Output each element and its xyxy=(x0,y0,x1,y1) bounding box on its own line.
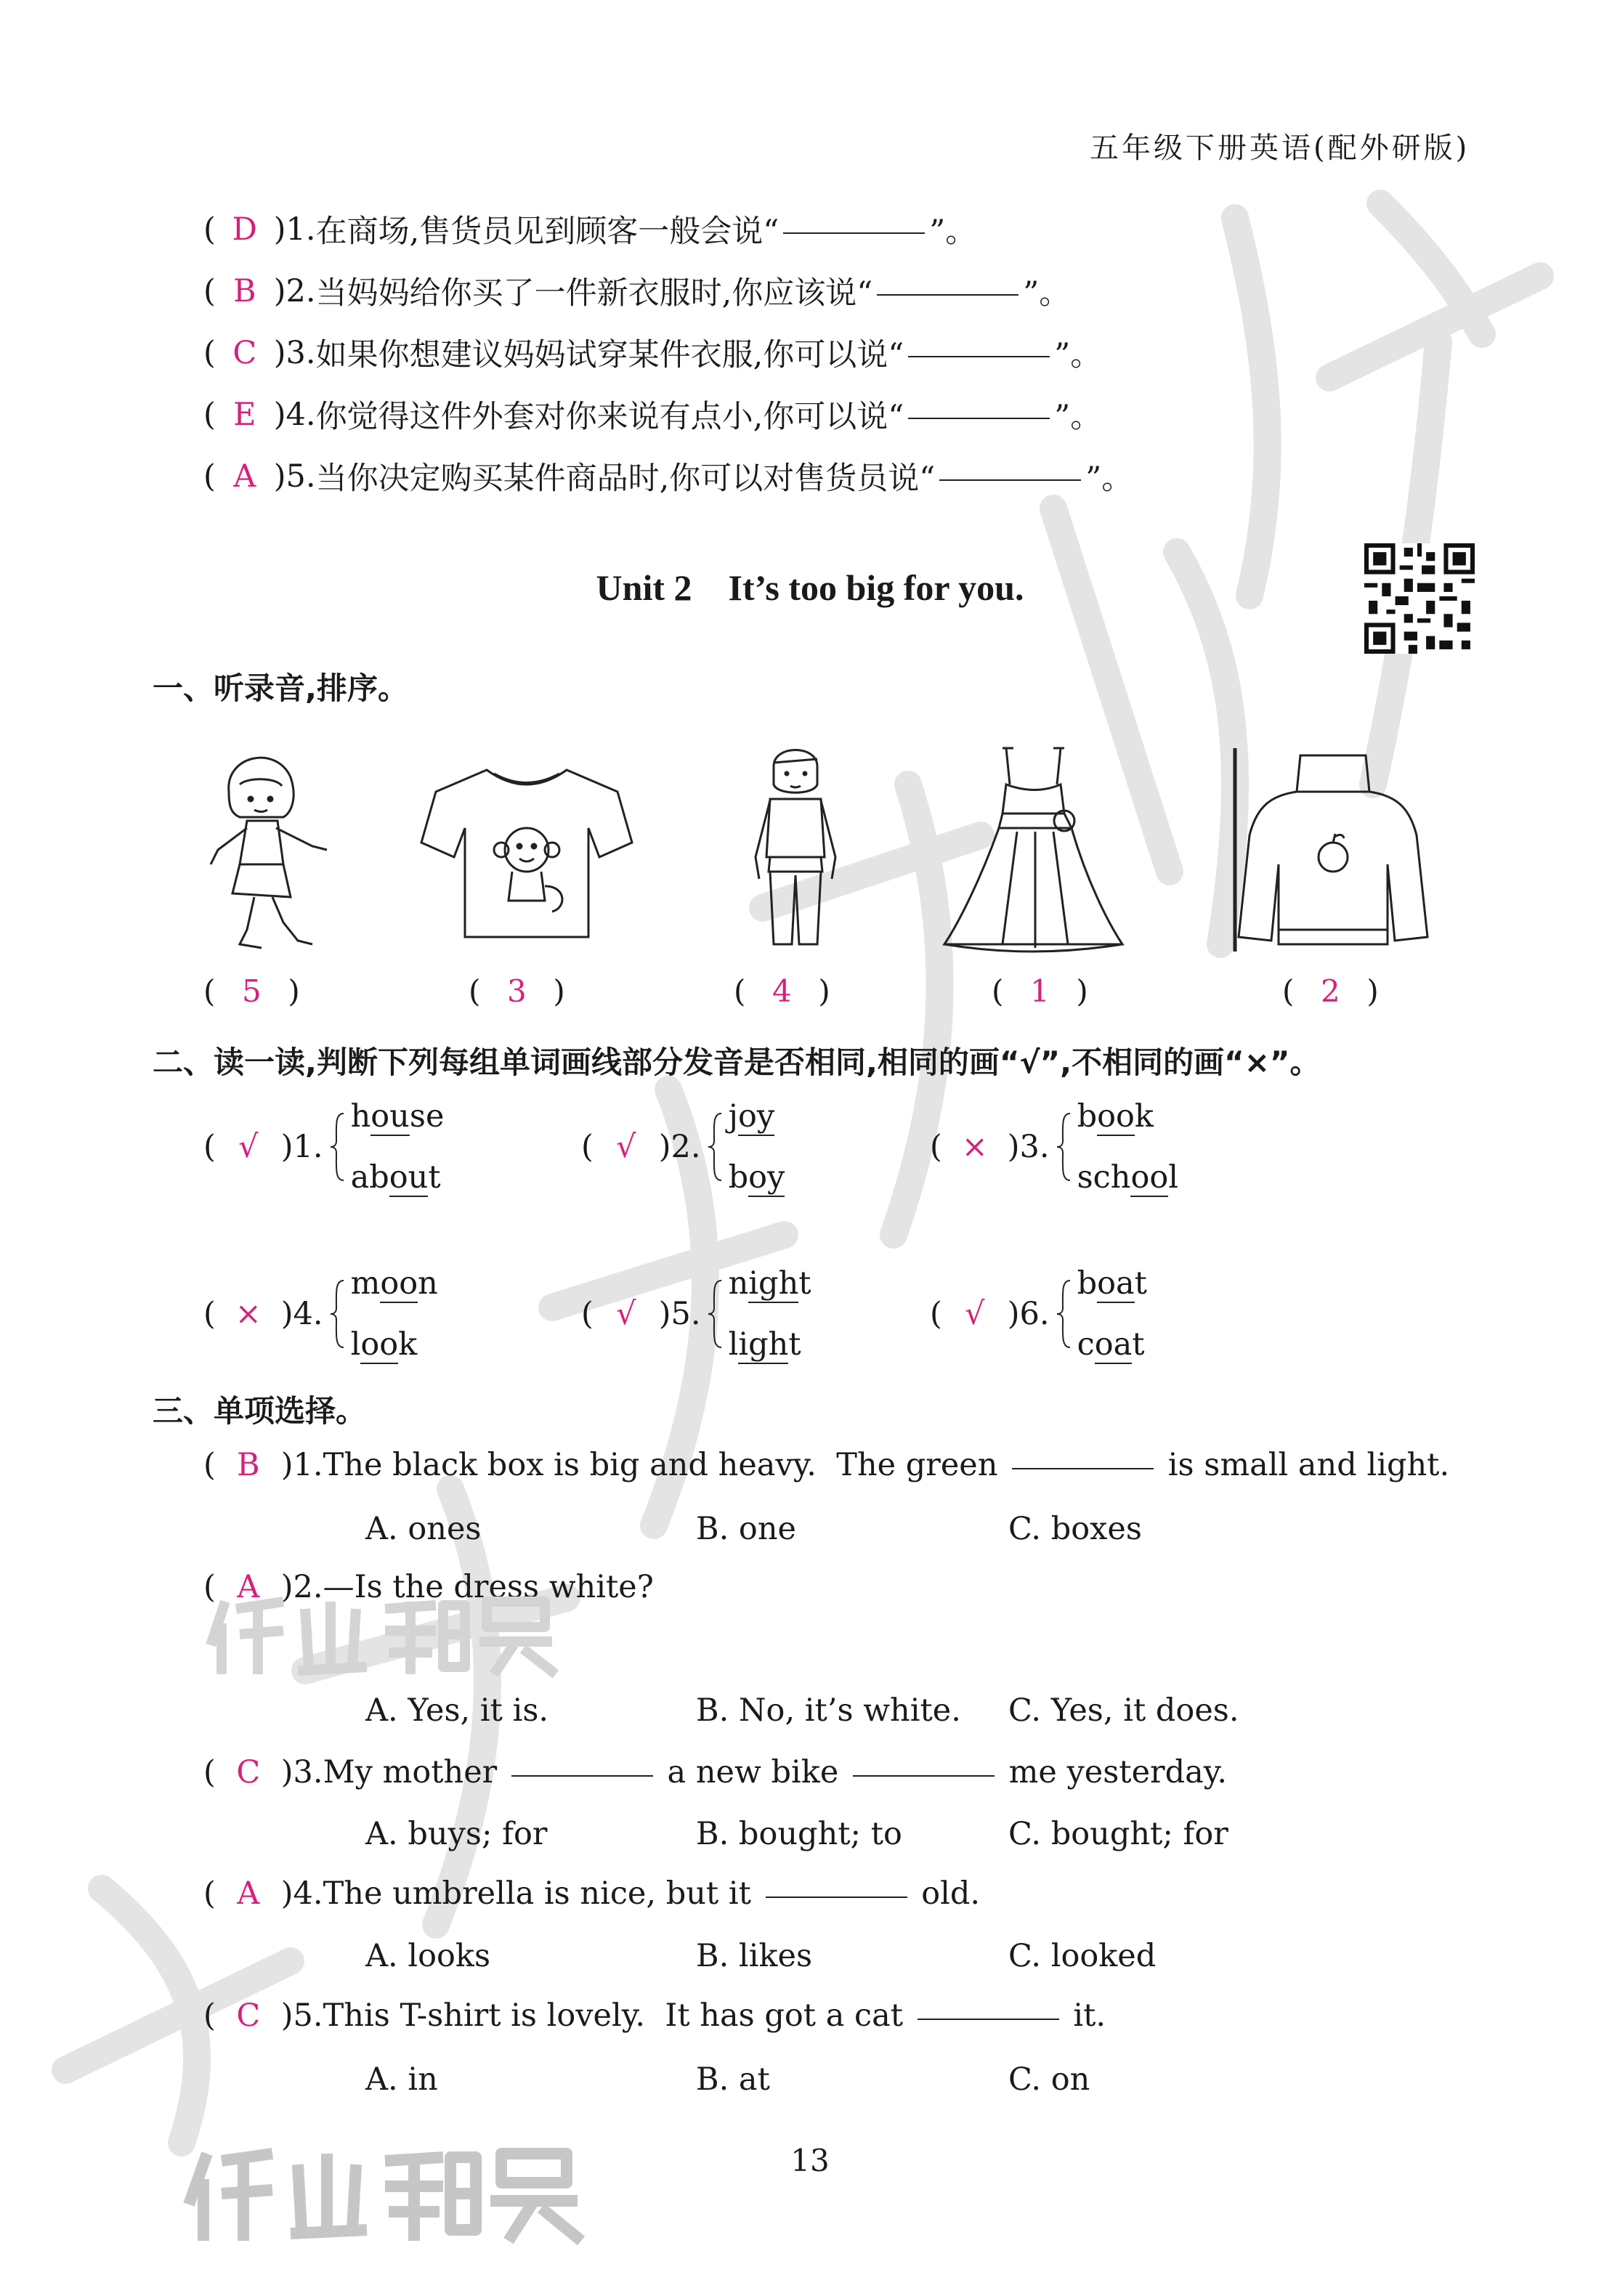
part0-item-1: ( D )1. 在商场,售货员见到顾客一般会说“ ”。 xyxy=(203,211,977,250)
part0-item-3: ( C )3. 如果你想建议妈妈试穿某件衣服,你可以说“ ”。 xyxy=(203,334,1102,373)
boy-standing-picture xyxy=(741,741,850,959)
unit-title: Unit 2 It’s too big for you. xyxy=(596,567,1024,608)
option-b[interactable]: B. likes xyxy=(696,1938,813,1974)
order-answer-1: ( 5 ) xyxy=(203,973,300,1009)
compare-item-5: ( √ )5. night light xyxy=(581,1265,811,1363)
answer-mark: √ xyxy=(616,1129,636,1165)
dress-picture xyxy=(937,741,1133,959)
answer-mark: A xyxy=(237,1875,260,1912)
compare-item-1: ( √ )1. house about xyxy=(203,1098,445,1196)
option-c[interactable]: C. looked xyxy=(1008,1938,1157,1974)
qr-code-icon[interactable] xyxy=(1364,543,1475,654)
option-b[interactable]: B. bought; to xyxy=(696,1816,902,1852)
compare-item-2: ( √ )2. joy boy xyxy=(581,1098,785,1196)
order-answer-4: ( 1 ) xyxy=(992,973,1088,1009)
compare-item-3: ( × )3. book school xyxy=(930,1098,1178,1196)
option-c[interactable]: C. Yes, it does. xyxy=(1008,1692,1239,1729)
answer-mark: √ xyxy=(238,1129,259,1165)
answer-mark: C xyxy=(236,1997,261,2034)
option-c[interactable]: C. boxes xyxy=(1008,1511,1142,1547)
order-answer-2: ( 3 ) xyxy=(469,973,565,1009)
sweater-picture xyxy=(1228,741,1438,959)
option-c[interactable]: C. on xyxy=(1008,2061,1090,2098)
part0-item-4: ( E )4. 你觉得这件外套对你来说有点小,你可以说“ ”。 xyxy=(203,396,1102,435)
answer-blank xyxy=(918,2011,1059,2020)
answer-blank xyxy=(853,1768,995,1777)
brace-icon xyxy=(1056,1112,1072,1182)
option-a[interactable]: A. Yes, it is. xyxy=(365,1692,549,1729)
answer-mark: × xyxy=(961,1129,988,1165)
answer-blank xyxy=(783,225,925,234)
option-c[interactable]: C. bought; for xyxy=(1008,1816,1228,1852)
answer-mark: √ xyxy=(616,1296,636,1332)
choice-question-4: ( A )4. The umbrella is nice, but it old. xyxy=(203,1875,981,1912)
choice-question-1: ( B )1. The black box is big and heavy. The green is small and light. xyxy=(203,1447,1450,1483)
brace-icon xyxy=(329,1279,345,1349)
section3-heading: 三、单项选择。 xyxy=(153,1393,367,1429)
choice-question-2: ( A )2. —Is the dress white? xyxy=(203,1569,654,1605)
answer-blank xyxy=(908,349,1050,357)
answer-mark: C xyxy=(236,1754,261,1790)
option-b[interactable]: B. No, it’s white. xyxy=(696,1692,961,1729)
answer-mark: × xyxy=(235,1296,262,1332)
section2-heading: 二、读一读,判断下列每组单词画线部分发音是否相同,相同的画“√”,不相同的画“×”。 xyxy=(153,1044,1321,1080)
page-number: 13 xyxy=(790,2143,830,2178)
answer-mark: A xyxy=(237,1569,260,1605)
option-b[interactable]: B. at xyxy=(696,2061,770,2098)
option-a[interactable]: A. ones xyxy=(365,1511,482,1547)
answer-blank xyxy=(908,410,1050,419)
brace-icon xyxy=(329,1112,345,1182)
answer-mark: E xyxy=(233,396,256,433)
section1-heading: 一、听录音,排序。 xyxy=(153,670,408,706)
option-a[interactable]: A. buys; for xyxy=(365,1816,548,1852)
answer-mark: √ xyxy=(965,1296,985,1332)
book-header: 五年级下册英语(配外研版) xyxy=(1090,131,1470,165)
choice-question-3: ( C )3. My mother a new bike me yesterday. xyxy=(203,1754,1227,1790)
answer-mark: C xyxy=(232,334,257,371)
answer-mark: B xyxy=(236,1447,260,1483)
answer-blank xyxy=(1012,1461,1154,1469)
answer-mark: D xyxy=(232,211,258,248)
order-answer-3: ( 4 ) xyxy=(734,973,830,1009)
part0-item-2: ( B )2. 当妈妈给你买了一件新衣服时,你应该说“ ”。 xyxy=(203,272,1071,312)
option-b[interactable]: B. one xyxy=(696,1511,796,1547)
answer-blank xyxy=(939,472,1081,481)
option-a[interactable]: A. in xyxy=(365,2061,438,2098)
order-answer-5: ( 2 ) xyxy=(1282,973,1379,1009)
answer-blank xyxy=(766,1889,907,1898)
monkey-tshirt-picture xyxy=(414,741,639,959)
answer-mark: A xyxy=(233,458,256,495)
part0-item-5: ( A )5. 当你决定购买某件商品时,你可以对售货员说“ ”。 xyxy=(203,458,1133,497)
option-a[interactable]: A. looks xyxy=(365,1938,491,1974)
girl-dancing-picture xyxy=(196,741,341,959)
compare-item-4: ( × )4. moon look xyxy=(203,1265,438,1363)
answer-blank xyxy=(877,287,1018,296)
choice-question-5: ( C )5. This T-shirt is lovely. It has got a cat it. xyxy=(203,1997,1106,2034)
brace-icon xyxy=(707,1279,723,1349)
answer-mark: B xyxy=(232,272,256,309)
brace-icon xyxy=(1056,1279,1072,1349)
answer-blank xyxy=(511,1768,653,1777)
brace-icon xyxy=(707,1112,723,1182)
compare-item-6: ( √ )6. boat coat xyxy=(930,1265,1147,1363)
